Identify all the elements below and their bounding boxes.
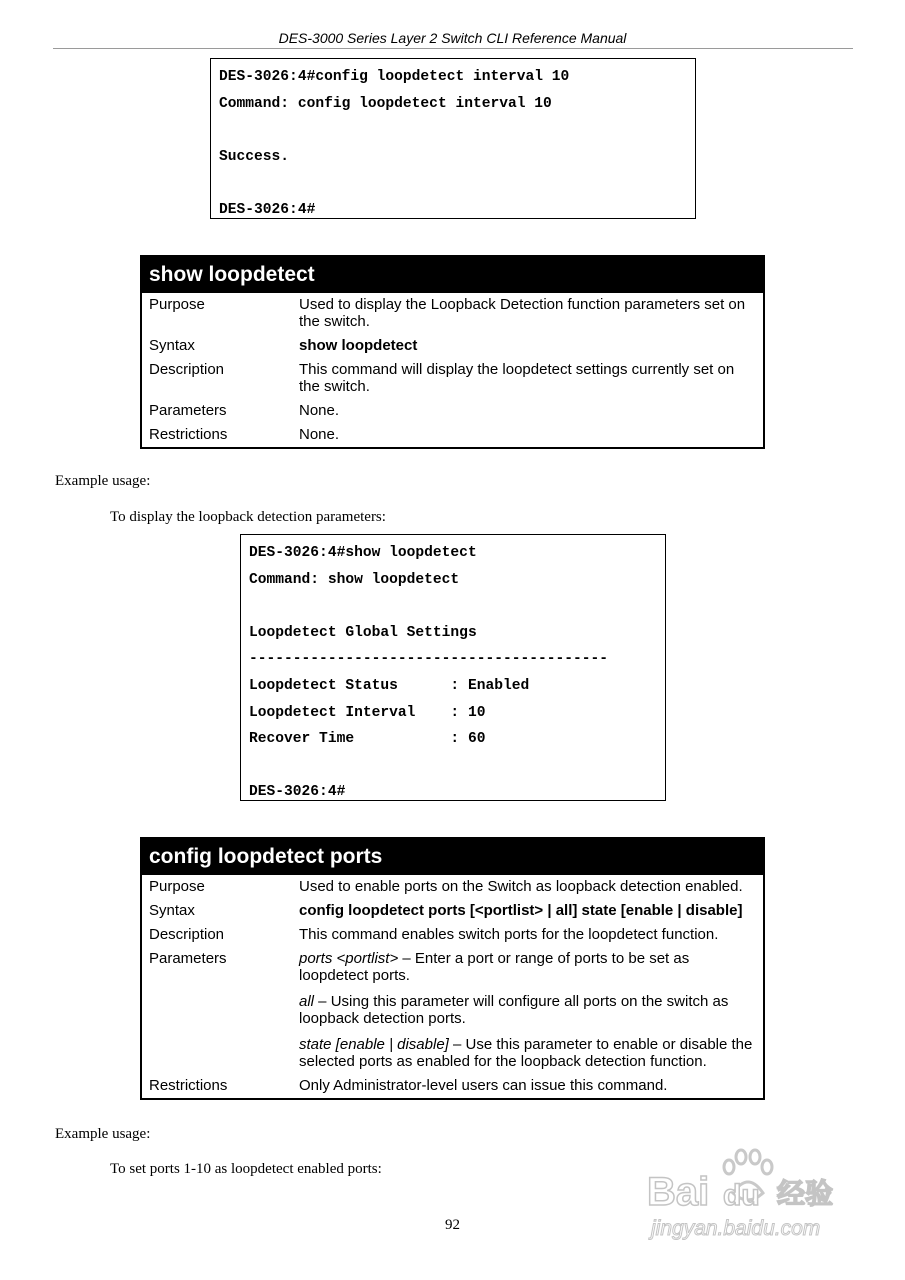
row-label: Syntax: [149, 902, 195, 919]
parameter-desc: – Use this parameter to enable or disable the selected ports as enabled for the loopback detection function.: [299, 1036, 753, 1070]
example-usage-label: Example usage:: [55, 1126, 151, 1142]
console-line: DES-3026:4#: [219, 201, 316, 218]
row-label: Description: [149, 361, 225, 378]
console-line: Recover Time : 60: [249, 731, 486, 748]
parameter-all: [299, 993, 759, 1027]
console-line: [249, 753, 657, 780]
row-value: This command will display the loopdetect settings currently set on the switch.: [299, 361, 735, 395]
parameter-name: all: [299, 993, 315, 1010]
table-row-syntax: [142, 334, 763, 358]
row-value: show loopdetect: [299, 337, 418, 354]
page-number: 92: [445, 1217, 460, 1233]
console-line: DES-3026:4#: [249, 784, 346, 801]
command-table-show-loopdetect: [140, 255, 765, 449]
table-row-purpose: [142, 293, 763, 334]
row-label: Parameters: [149, 950, 227, 967]
console-line: [219, 170, 687, 197]
parameter-desc: – Using this parameter will configure all ports on the switch as loopback detection ports.: [299, 993, 729, 1027]
row-value: None.: [299, 402, 340, 419]
console-example-show-loopdetect: [240, 534, 666, 801]
example-intro: To display the loopback detection parameters:: [110, 509, 386, 525]
console-line: Command: config loopdetect interval 10: [219, 95, 552, 112]
table-row-parameters: [142, 399, 763, 423]
parameter-name: ports <portlist>: [299, 950, 399, 967]
row-label: Purpose: [149, 296, 205, 313]
manual-header-title: DES-3000 Series Layer 2 Switch CLI Reference Manual: [278, 30, 627, 46]
row-value: Used to enable ports on the Switch as loopback detection enabled.: [299, 878, 743, 895]
table-row-description: [142, 923, 763, 947]
row-label: Restrictions: [149, 426, 228, 443]
row-value: config loopdetect ports [<portlist> | all] state [enable | disable]: [299, 902, 743, 919]
header-divider: [53, 48, 853, 49]
command-title: show loopdetect: [142, 257, 763, 293]
table-row-restrictions: [142, 423, 763, 447]
console-line: [219, 117, 687, 144]
baidu-jingyan-watermark: [637, 1143, 847, 1243]
row-value: This command enables switch ports for the loopdetect function.: [299, 926, 719, 943]
parameter-desc: – Enter a port or range of ports to be set as loopdetect ports.: [299, 950, 690, 984]
console-line: Loopdetect Interval : 10: [249, 704, 486, 721]
row-value: [299, 950, 759, 1070]
table-row-description: [142, 358, 763, 399]
row-value: None.: [299, 426, 340, 443]
parameter-ports: [299, 950, 759, 984]
command-title: config loopdetect ports: [142, 839, 763, 875]
parameter-state: [299, 1036, 759, 1070]
row-value: Only Administrator-level users can issue this command.: [299, 1077, 668, 1094]
row-label: Restrictions: [149, 1077, 228, 1094]
row-label: Description: [149, 926, 225, 943]
console-line: Loopdetect Global Settings: [249, 624, 477, 641]
row-label: Parameters: [149, 402, 227, 419]
example-usage-label: Example usage:: [55, 473, 151, 489]
svg-text:Bai: Bai: [647, 1170, 710, 1214]
row-label: Purpose: [149, 878, 205, 895]
table-row-syntax: [142, 899, 763, 923]
row-value: Used to display the Loopback Detection function parameters set on the switch.: [299, 296, 746, 330]
row-label: Syntax: [149, 337, 195, 354]
console-line: Loopdetect Status : Enabled: [249, 677, 530, 694]
console-line: -----------------------------------------: [249, 651, 609, 668]
parameter-name: state [enable | disable]: [299, 1036, 449, 1053]
table-row-restrictions: [142, 1074, 763, 1098]
console-line: DES-3026:4#show loopdetect: [249, 545, 477, 561]
svg-text:经验: 经验: [777, 1177, 834, 1210]
console-line: DES-3026:4#config loopdetect interval 10: [219, 69, 570, 85]
table-row-purpose: [142, 875, 763, 899]
console-line: Command: show loopdetect: [249, 571, 460, 588]
console-line: [249, 593, 657, 620]
svg-text:jingyan.baidu.com: jingyan.baidu.com: [651, 1217, 821, 1240]
svg-text:du: du: [723, 1179, 760, 1212]
example-intro: To set ports 1-10 as loopdetect enabled ports:: [110, 1161, 382, 1177]
table-row-parameters: [142, 947, 763, 1074]
command-table-config-loopdetect-ports: [140, 837, 765, 1100]
console-line: Success.: [219, 148, 290, 165]
console-example-config-interval: [210, 58, 696, 219]
